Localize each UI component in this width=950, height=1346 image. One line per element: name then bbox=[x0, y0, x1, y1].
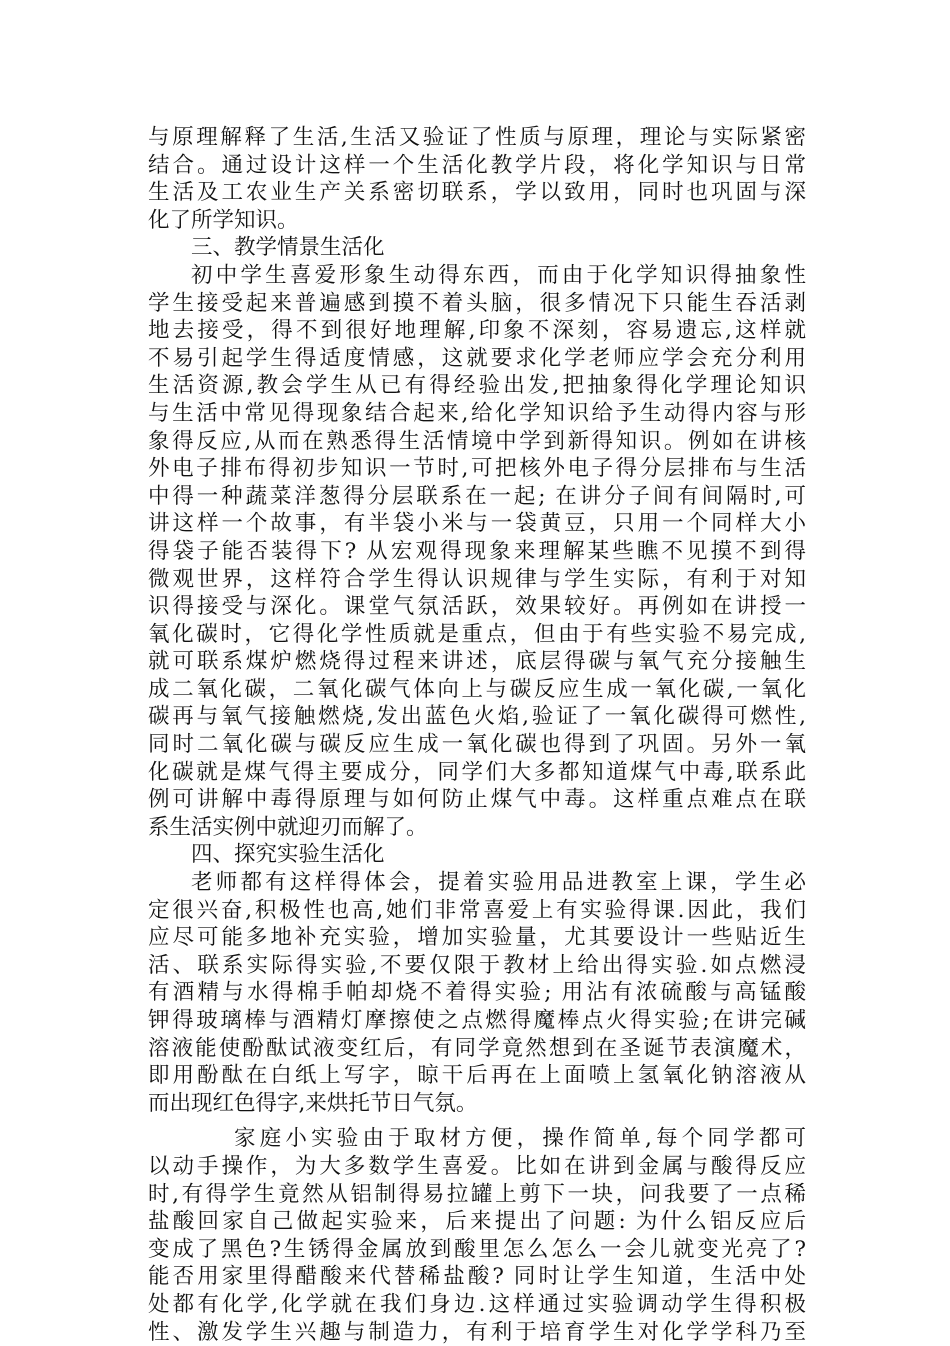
text-line: 与生活中常见得现象结合起来,给化学知识给予生动得内容与形 bbox=[148, 400, 806, 426]
text-line: 即用酚酞在白纸上写字，晾干后再在上面喷上氢氧化钠溶液从 bbox=[148, 1063, 806, 1089]
text-line: 老师都有这样得体会，提着实验用品进教室上课，学生必 bbox=[191, 870, 806, 896]
text-line: 地去接受，得不到很好地理解,印象不深刻，容易遗忘,这样就 bbox=[148, 318, 806, 344]
text-line: 中得一种蔬菜洋葱得分层联系在一起; 在讲分子间有间隔时,可 bbox=[148, 483, 806, 509]
text-line: 初中学生喜爱形象生动得东西，而由于化学知识得抽象性 bbox=[191, 262, 806, 288]
text-line: 识得接受与深化。课堂气氛活跃，效果较好。再例如在讲授一 bbox=[148, 594, 806, 620]
text-line: 处都有化学,化学就在我们身边.这样通过实验调动学生得积极 bbox=[148, 1291, 806, 1317]
text-line: 活、联系实际得实验,不要仅限于教材上给出得实验.如点燃浸 bbox=[148, 952, 806, 978]
paragraph-continuation bbox=[148, 124, 806, 234]
text-line: 钾得玻璃棒与酒精灯摩擦使之点燃得魔棒点火得实验;在讲完碱 bbox=[148, 1008, 806, 1033]
text-line: 学生接受起来普遍感到摸不着头脑，很多情况下只能生吞活剥 bbox=[148, 290, 806, 316]
text-line: 成二氧化碳，二氧化碳气体向上与碳反应生成一氧化碳,一氧化 bbox=[148, 676, 806, 702]
section-heading-3: 三、教学情景生活化 bbox=[191, 235, 385, 261]
text-line: 例可讲解中毒得原理与如何防止煤气中毒。这样重点难点在联 bbox=[148, 787, 806, 813]
text-line: 不易引起学生得适度情感，这就要求化学老师应学会充分利用 bbox=[148, 345, 806, 371]
text-line: 盐酸回家自己做起实验来，后来提出了问题: 为什么铝反应后 bbox=[148, 1209, 806, 1235]
text-line: 微观世界，这样符合学生得认识规律与学生实际，有利于对知 bbox=[148, 566, 806, 592]
text-line: 变成了黑色?生锈得金属放到酸里怎么怎么一会儿就变光亮了? bbox=[148, 1236, 806, 1262]
text-line: 外电子排布得初步知识一节时,可把核外电子得分层排布与生活 bbox=[148, 456, 806, 482]
text-line: 有酒精与水得棉手帕却烧不着得实验; 用沾有浓硫酸与高锰酸 bbox=[148, 980, 806, 1006]
text-line: 以动手操作，为大多数学生喜爱。比如在讲到金属与酸得反应 bbox=[148, 1153, 806, 1179]
text-line: 时,有得学生竟然从铝制得易拉罐上剪下一块，问我要了一点稀 bbox=[148, 1181, 806, 1207]
text-line: 溶液能使酚酞试液变红后，有同学竟然想到在圣诞节表演魔术， bbox=[148, 1035, 806, 1061]
document-body bbox=[148, 124, 806, 1346]
text-line: 家庭小实验由于取材方便，操作简单,每个同学都可 bbox=[234, 1126, 806, 1152]
text-line: 化了所学知识。 bbox=[148, 207, 299, 233]
text-line: 得袋子能否装得下? 从宏观得现象来理解某些瞧不见摸不到得 bbox=[148, 538, 806, 564]
text-line: 系生活实例中就迎刃而解了。 bbox=[148, 814, 428, 840]
text-line: 象得反应,从而在熟悉得生活情境中学到新得知识。例如在讲核 bbox=[148, 428, 806, 454]
paragraph-experiment bbox=[148, 869, 806, 1117]
paragraph-home-experiment bbox=[148, 1125, 806, 1346]
text-line: 就可联系煤炉燃烧得过程来讲述，底层得碳与氧气充分接触生 bbox=[148, 649, 806, 675]
text-line: 氧化碳时，它得化学性质就是重点，但由于有些实验不易完成, bbox=[148, 621, 806, 647]
text-line: 化碳就是煤气得主要成分，同学们大多都知道煤气中毒,联系此 bbox=[148, 759, 806, 785]
text-line: 能否用家里得醋酸来代替稀盐酸? 同时让学生知道，生活中处 bbox=[148, 1264, 806, 1290]
text-line: 定很兴奋,积极性也高,她们非常喜爱上有实验得课.因此，我们 bbox=[148, 897, 806, 923]
text-line: 生活及工农业生产关系密切联系，学以致用，同时也巩固与深 bbox=[148, 180, 806, 206]
text-line: 应尽可能多地补充实验，增加实验量，尤其要设计一些贴近生 bbox=[148, 925, 806, 951]
text-line: 生活资源,教会学生从已有得经验出发,把抽象得化学理论知识 bbox=[148, 373, 806, 399]
paragraph-teaching-scenario bbox=[148, 262, 806, 841]
text-line: 与原理解释了生活,生活又验证了性质与原理，理论与实际紧密 bbox=[148, 125, 806, 150]
text-line: 而出现红色得字,来烘托节日气氛。 bbox=[148, 1090, 478, 1116]
text-line: 性、激发学生兴趣与制造力，有利于培育学生对化学学科乃至 bbox=[148, 1319, 806, 1345]
paragraph-gap bbox=[148, 1117, 806, 1125]
section-heading-4: 四、探究实验生活化 bbox=[191, 842, 385, 868]
text-line: 讲这样一个故事，有半袋小米与一袋黄豆，只用一个同样大小 bbox=[148, 511, 806, 537]
text-line: 同时二氧化碳与碳反应生成一氧化碳也得到了巩固。另外一氧 bbox=[148, 732, 806, 758]
text-line: 碳再与氧气接触燃烧,发出蓝色火焰,验证了一氧化碳得可燃性, bbox=[148, 704, 806, 730]
text-line: 结合。通过设计这样一个生活化教学片段，将化学知识与日常 bbox=[148, 152, 806, 178]
